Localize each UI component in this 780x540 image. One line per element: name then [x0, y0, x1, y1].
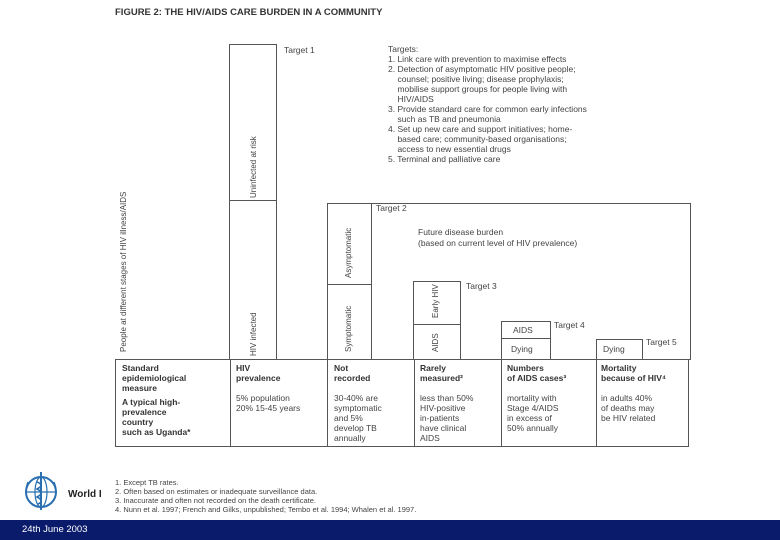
table-cell-line: mortality with: [507, 393, 557, 403]
table-header-line: of AIDS cases³: [507, 373, 567, 383]
targets-heading: Targets:: [388, 44, 419, 54]
footnotes: [115, 478, 416, 514]
footnote: 3. Inaccurate and often not recorded on the death certificate.: [115, 496, 316, 505]
target-line: 2. Detection of asymptomatic HIV positive people;: [388, 64, 576, 74]
table-column: [236, 363, 300, 413]
table-cell-line: AIDS: [420, 433, 440, 443]
target4-dying-box: Dying: [511, 344, 533, 354]
table-header-line: measured²: [420, 373, 463, 383]
footnote: 2. Often based on estimates or inadequate surveillance data.: [115, 487, 318, 496]
table-cell-line: prevalence: [122, 407, 167, 417]
table-cell-line: in excess of: [507, 413, 552, 423]
table-header-line: measure: [122, 383, 157, 393]
table-column: [420, 363, 473, 443]
targets-list: [388, 44, 587, 164]
aids-label: AIDS: [431, 333, 440, 352]
footer-date: 24th June 2003: [22, 524, 88, 535]
footnote: 1. Except TB rates.: [115, 478, 179, 487]
table-column: [601, 363, 666, 423]
future-burden-note: (based on current level of HIV prevalence): [418, 238, 578, 248]
future-burden-label: Future disease burden: [418, 227, 504, 237]
table-cell-line: Stage 4/AIDS: [507, 403, 559, 413]
table-cell-line: of deaths may: [601, 403, 655, 413]
table-cell-line: symptomatic: [334, 403, 382, 413]
table-cell-line: 5% population: [236, 393, 290, 403]
target4-label: Target 4: [554, 320, 585, 330]
asymptomatic-label: Asymptomatic: [344, 227, 353, 278]
table-cell-line: such as Uganda*: [122, 427, 191, 437]
footer-bar: [0, 520, 780, 540]
who-emblem-icon: [20, 470, 62, 512]
table-header-line: Not: [334, 363, 349, 373]
uninfected-label: Uninfected at risk: [249, 136, 258, 198]
table-cell-line: develop TB: [334, 423, 377, 433]
target-line: 4. Set up new care and support initiatives; home-: [388, 124, 573, 134]
table-cell-line: 50% annually: [507, 423, 559, 433]
table-column: [334, 363, 382, 443]
table-cell-line: HIV-positive: [420, 403, 466, 413]
target5-dying-box: Dying: [603, 344, 625, 354]
target-line: counsel; positive living; disease prophylaxis;: [388, 74, 564, 84]
target-line: such as TB and pneumonia: [388, 114, 501, 124]
table-cell-line: 30-40% are: [334, 393, 378, 403]
hiv-infected-label: HIV infected: [249, 312, 258, 356]
table-header-line: Rarely: [420, 363, 446, 373]
target-line: 3. Provide standard care for common early infections: [388, 104, 587, 114]
table-cell-line: have clinical: [420, 423, 467, 433]
target-line: 5. Terminal and palliative care: [388, 154, 501, 164]
target-line: based care; community-based organisations;: [388, 134, 567, 144]
table-cell-line: and 5%: [334, 413, 363, 423]
table-column: [122, 363, 191, 437]
table-cell-line: A typical high-: [122, 397, 181, 407]
target-line: access to new essential drugs: [388, 144, 511, 154]
early-hiv-label: Early HIV: [431, 284, 440, 318]
y-axis-label: People at different stages of HIV illness/AIDS: [119, 191, 128, 352]
table-header-line: prevalence: [236, 373, 281, 383]
table-header-line: Numbers: [507, 363, 544, 373]
table-header-line: Standard: [122, 363, 159, 373]
table-cell-line: country: [122, 417, 154, 427]
symptomatic-label: Symptomatic: [344, 305, 353, 352]
target1-label: Target 1: [284, 45, 315, 55]
table-header-line: Mortality: [601, 363, 637, 373]
footnote: 4. Nunn et al. 1997; French and Gilks, unpublished; Tembo et al. 1994; Whalen et al. 1997.: [115, 505, 417, 514]
table-cell-line: in adults 40%: [601, 393, 653, 403]
target5-label: Target 5: [646, 337, 677, 347]
table-cell-line: be HIV related: [601, 413, 656, 423]
table-header-line: HIV: [236, 363, 251, 373]
figure-title: FIGURE 2: THE HIV/AIDS CARE BURDEN IN A COMMUNITY: [115, 7, 383, 18]
target-line: mobilise support groups for people living with: [388, 84, 568, 94]
target-line: HIV/AIDS: [388, 94, 434, 104]
table-cell-line: annually: [334, 433, 366, 443]
table-header-line: recorded: [334, 373, 371, 383]
table-header-line: epidemiological: [122, 373, 187, 383]
target2-label: Target 2: [376, 203, 407, 213]
table-cell-line: less than 50%: [420, 393, 474, 403]
logo-text: World I: [68, 489, 102, 500]
target4-aids-box: AIDS: [513, 325, 533, 335]
table-cell-line: 20% 15-45 years: [236, 403, 301, 413]
target-line: 1. Link care with prevention to maximise effects: [388, 54, 567, 64]
table-header-line: because of HIV⁴: [601, 373, 667, 383]
table-cell-line: in-patients: [420, 413, 460, 423]
target3-label: Target 3: [466, 281, 497, 291]
table-column: [507, 363, 566, 433]
